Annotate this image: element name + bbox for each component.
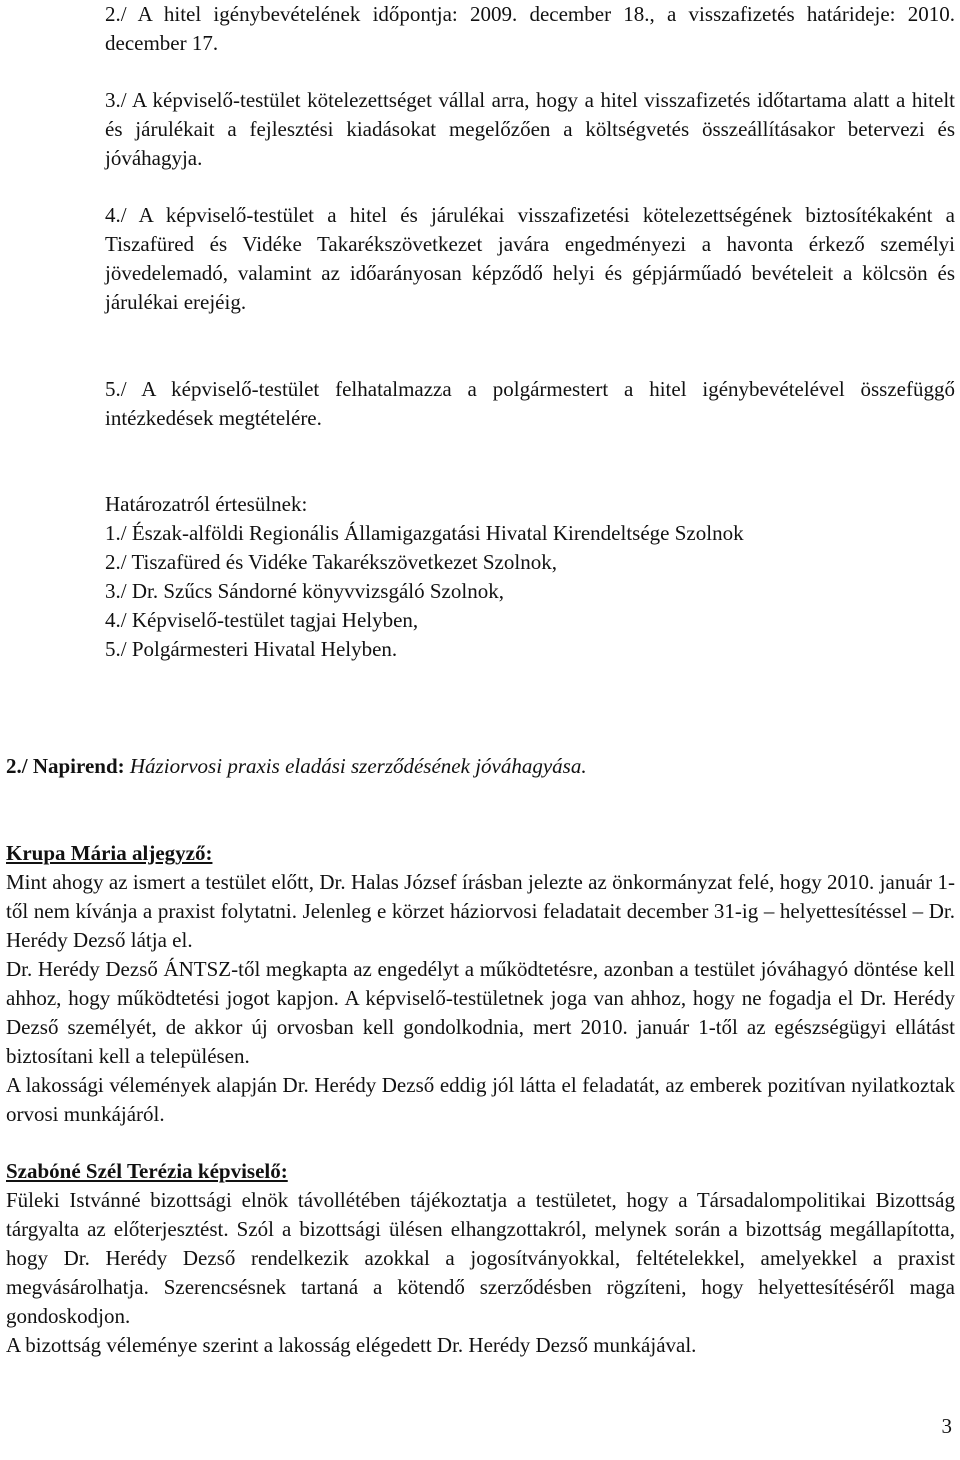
speaker-paragraph: A bizottság véleménye szerint a lakosság elégedett Dr. Herédy Dezső munkájával. — [6, 1333, 697, 1357]
speaker-paragraph: Füleki Istvánné bizottsági elnök távollétében tájékoztatja a testületet, hogy a Társadalompolitikai Bizottság tárgyalta az előterjesztést. Szól a bizottsági ülésen elhangzottakról, melynek során a bizottság megállapította, hogy Dr. Herédy Dezső rendelkezik azokkal a jogosítványokkal, feltételekkel, amelyekkel a praxist megvásárolhatja. Szerencsésnek tartaná a kötendő szerződésben rögzíteni, hogy helyettesítéséről maga gondoskodjon. — [6, 1188, 955, 1328]
notification-heading: Határozatról értesülnek: — [105, 492, 308, 516]
speaker-paragraph: Mint ahogy az ismert a testület előtt, Dr. Halas József írásban jelezte az önkormányzat felé, hogy 2010. január 1-től nem kívánja a praxist folytatni. Jelenleg e körzet háziorvosi feladatait december 31-ig – helyettesítéssel – Dr. Herédy Dezső látja el. — [6, 870, 955, 952]
notification-line: 1./ Észak-alföldi Regionális Államigazgatási Hivatal Kirendeltsége Szolnok — [105, 521, 744, 545]
resolution-item-5: 5./ A képviselő-testület felhatalmazza a polgármestert a hitel igénybevételével összefüggő intézkedések megtételére. — [105, 377, 955, 430]
resolution-item-3: 3./ A képviselő-testület kötelezettséget vállal arra, hogy a hitel visszafizetés időtartama alatt a hitelt és járulékait a fejlesztési kiadásokat megelőzően a költségvetés összeállításakor betervezi és jóváhagyja. — [105, 88, 955, 170]
notification-line: 2./ Tiszafüred és Vidéke Takarékszövetkezet Szolnok, — [105, 550, 557, 574]
notification-list — [105, 490, 955, 664]
notification-line: 5./ Polgármesteri Hivatal Helyben. — [105, 637, 398, 661]
speaker-paragraph: A lakossági vélemények alapján Dr. Herédy Dezső eddig jól látta el feladatát, az emberek pozitívan nyilatkoztak orvosi munkájáról. — [6, 1073, 955, 1126]
resolution-item-4: 4./ A képviselő-testület a hitel és járulékai visszafizetési kötelezettségének biztosítékaként a Tiszafüred és Vidéke Takarékszövetkezet javára engedményezi a havonta érkező személyi jövedelemadó, valamint az időarányosan képződő helyi és gépjárműadó bevételeit a kölcsön és járulékai erejéig. — [105, 203, 955, 314]
speaker-section-2 — [6, 1157, 955, 1360]
agenda-heading — [6, 752, 955, 781]
speaker-section-1 — [6, 839, 955, 1129]
agenda-prefix: 2./ Napirend: — [6, 754, 125, 778]
speaker-name: Szabóné Szél Terézia képviselő: — [6, 1159, 288, 1183]
agenda-title: Háziorvosi praxis eladási szerződésének jóváhagyása. — [129, 754, 587, 778]
speaker-name: Krupa Mária aljegyző: — [6, 841, 213, 865]
notification-line: 3./ Dr. Szűcs Sándorné könyvvizsgáló Szolnok, — [105, 579, 504, 603]
page-number: 3 — [941, 1414, 952, 1438]
notification-line: 4./ Képviselő-testület tagjai Helyben, — [105, 608, 419, 632]
resolution-item-2: 2./ A hitel igénybevételének időpontja: 2009. december 18., a visszafizetés határideje: 2010. december 17. — [105, 2, 955, 55]
speaker-paragraph: Dr. Herédy Dezső ÁNTSZ-től megkapta az engedélyt a működtetésre, azonban a testület jóváhagyó döntése kell ahhoz, hogy működtetési jogot kapjon. A képviselő-testületnek joga van ahhoz, hogy ne fogadja el Dr. Herédy Dezső személyét, de akkor új orvosban kell gondolkodnia, mert 2010. január 1-től az egészségügyi ellátást biztosítani kell a településen. — [6, 957, 955, 1068]
